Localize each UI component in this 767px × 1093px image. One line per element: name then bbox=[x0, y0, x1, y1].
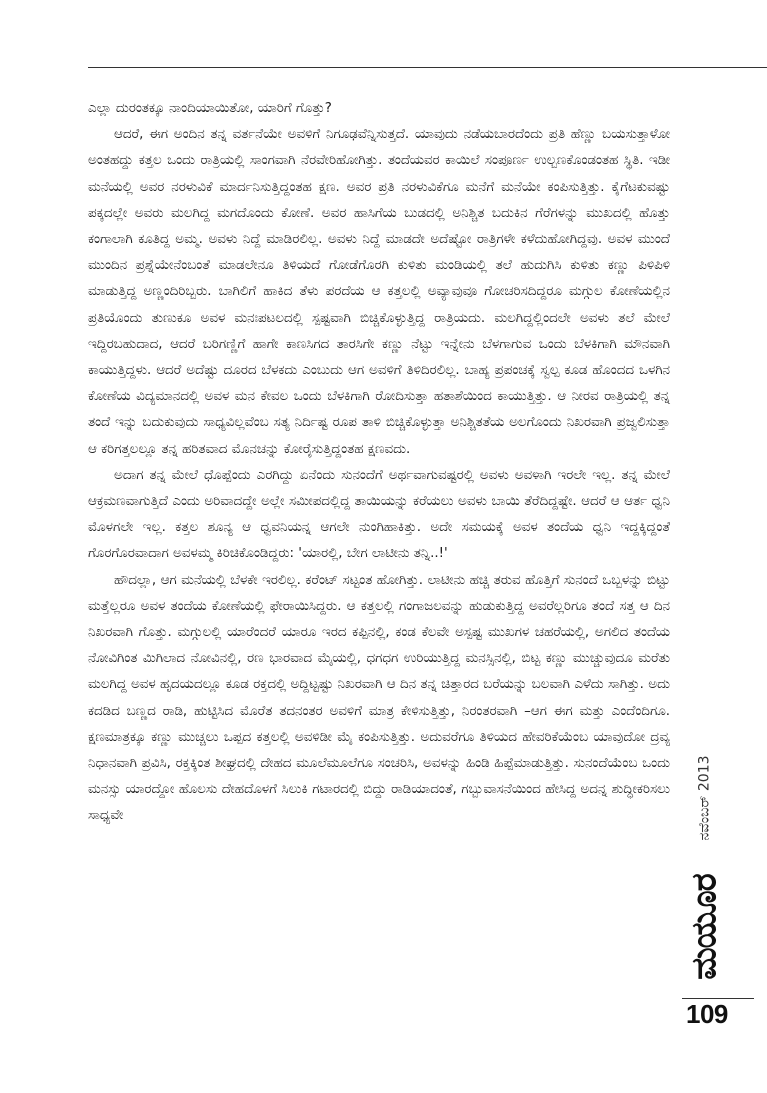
article-paragraph: ಆದರೆ, ಈಗ ಅಂದಿನ ತನ್ನ ವರ್ತನೆಯೇ ಅವಳಿಗೆ ನಿಗೂಢವೆನ್ನಿಸುತ್ತದೆ. ಯಾವುದು ನಡೆಯಬಾರದೆಂದು ಪ್ರತಿ ಹೆಣ್ಣು ಬಯಸುತ್ತಾಳೋ ಅಂತಹದ್ದು ಕತ್ತಲ ಒಂದು ರಾತ್ರಿಯಲ್ಲಿ ಸಾಂಗವಾಗಿ ನೆರವೇರಿಹೋಗಿತ್ತು. ತಂದೆಯವರ ಕಾಯಿಲೆ ಸಂಪೂರ್ಣ ಉಲ್ಬಣಕೊಂಡಂತಹ ಸ್ಥಿತಿ. ಇಡೀ ಮನೆಯಲ್ಲಿ ಅವರ ನರಳುವಿಕೆ ಮಾರ್ದನಿಸುತ್ತಿದ್ದಂತಹ ಕ್ಷಣ. ಅವರ ಪ್ರತಿ ನರಳುವಿಕೆಗೂ ಮನೆಗೆ ಮನೆಯೇ ಕಂಪಿಸುತ್ತಿತ್ತು. ಕೈಗೆಟಕುವಷ್ಟು ಪಕ್ಕದಲ್ಲೇ ಅವರು ಮಲಗಿದ್ದ ಮಗದೊಂದು ಕೋಣೆ. ಅವರ ಹಾಸಿಗೆಯ ಬುಡದಲ್ಲಿ ಅನಿಶ್ಚಿತ ಬದುಕಿನ ಗೆರೆಗಳನ್ನು ಮುಖದಲ್ಲಿ ಹೊತ್ತು ಕಂಗಾಲಾಗಿ ಕೂತಿದ್ದ ಅಮ್ಮ. ಅವಳು ನಿದ್ದೆ ಮಾಡಿರಲಿಲ್ಲ. ಅವಳು ನಿದ್ದೆ ಮಾಡದೇ ಅದೆಷ್ಟೋ ರಾತ್ರಿಗಳೇ ಕಳೆದುಹೋಗಿದ್ದವು. ಅವಳ ಮುಂದೆ ಮುಂದಿನ ಪ್ರಶ್ನೆಯೇನೆಂಬಂತೆ ಮಾಡಲೇನೂ ತಿಳಿಯದೆ ಗೋಡೆಗೊರಗಿ ಕುಳಿತು ಮಂಡಿಯಲ್ಲಿ ತಲೆ ಹುದುಗಿಸಿ ಕುಳಿತು ಕಣ್ಣು ಪಿಳಿಪಿಳಿ ಮಾಡುತ್ತಿದ್ದ ಅಣ್ಣಂದಿರಿಬ್ಬರು. ಬಾಗಿಲಿಗೆ ಹಾಕಿದ ತೆಳು ಪರದೆಯ ಆ ಕತ್ತಲಲ್ಲಿ ಅವ್ಯಾವುವೂ ಗೋಚರಿಸದಿದ್ದರೂ ಮಗ್ಗುಲ ಕೋಣೆಯಲ್ಲಿನ ಪ್ರತಿಯೊಂದು ತುಣುಕೂ ಅವಳ ಮನಃಪಟಲದಲ್ಲಿ ಸ್ಪಷ್ಟವಾಗಿ ಬಿಚ್ಚಿಕೊಳ್ಳುತ್ತಿದ್ದ ರಾತ್ರಿಯದು. ಮಲಗಿದ್ದಲ್ಲಿಂದಲೇ ಅವಳು ತಲೆ ಮೇಲೆ ಇದ್ದಿರಬಹುದಾದ, ಆದರೆ ಬರಿಗಣ್ಣಿಗೆ ಹಾಗೇ ಕಾಣಸಿಗದ ತಾರಸಿಗೇ ಕಣ್ಣು ನೆಟ್ಟು ಇನ್ನೇನು ಬೆಳಗಾಗುವ ಒಂದು ಬೆಳಕಿಗಾಗಿ ಮೌನವಾಗಿ ಕಾಯುತ್ತಿದ್ದಳು. ಆದರೆ ಅದೆಷ್ಟು ದೂರದ ಬೆಳಕದು ಎಂಬುದು ಆಗ ಅವಳಿಗೆ ತಿಳಿದಿರಲಿಲ್ಲ. ಬಾಹ್ಯ ಪ್ರಪಂಚಕ್ಕೆ ಸ್ವಲ್ಪ ಕೂಡ ಹೊಂದದ ಒಳಗಿನ ಕೋಣೆಯ ವಿದ್ಯಮಾನದಲ್ಲಿ ಅವಳ ಮನ ಕೇವಲ ಒಂದು ಬೆಳಕಿಗಾಗಿ ರೋದಿಸುತ್ತಾ ಹತಾಶೆಯಿಂದ ಕಾಯುತ್ತಿತ್ತು. ಆ ನೀರವ ರಾತ್ರಿಯಲ್ಲಿ ತನ್ನ ತಂದೆ ಇನ್ನು ಬದುಕುವುದು ಸಾಧ್ಯವಿಲ್ಲವೆಂಬ ಸತ್ಯ ನಿರ್ದಿಷ್ಟ ರೂಪ ತಾಳಿ ಬಿಚ್ಚಿಕೊಳ್ಳುತ್ತಾ ಅನಿಶ್ಚಿತತೆಯ ಅಲಗೊಂದು ನಿಖರವಾಗಿ ಪ್ರಜ್ವಲಿಸುತ್ತಾ ಆ ಕರಿಗತ್ತಲಲ್ಲೂ ತನ್ನ ಹರಿತವಾದ ಮೊನಚನ್ನು ಕೋರೈಸುತ್ತಿದ್ದಂತಹ ಕ್ಷಣವದು. bbox=[88, 127, 670, 457]
issue-date: ನವೆಂಬರ್ 2013 bbox=[697, 755, 714, 841]
magazine-logo bbox=[685, 860, 725, 994]
article-paragraph: ಎಲ್ಲಾ ದುರಂತಕ್ಕೂ ನಾಂದಿಯಾಯಿತೋ, ಯಾರಿಗೆ ಗೊತ್ತು? bbox=[88, 101, 332, 116]
page-number: 109 bbox=[686, 999, 728, 1029]
article-paragraph: ಅದಾಗ ತನ್ನ ಮೇಲೆ ಧೊಪ್ಪೆಂದು ಎರಗಿದ್ದು ಏನೆಂದು ಸುನಂದೆಗೆ ಅರ್ಥವಾಗುವಷ್ಟರಲ್ಲಿ ಅವಳು ಅವಳಾಗಿ ಇರಲೇ ಇಲ್ಲ. ತನ್ನ ಮೇಲೆ ಆಕ್ರಮಣವಾಗುತ್ತಿದೆ ಎಂದು ಅರಿವಾದದ್ದೇ ಅಲ್ಲೇ ಸಮೀಪದಲ್ಲಿದ್ದ ತಾಯಿಯನ್ನು ಕರೆಯಲು ಅವಳು ಬಾಯಿ ತೆರೆದಿದ್ದಷ್ಟೇ. ಆದರೆ ಆ ಆರ್ತ ಧ್ವನಿ ಮೊಳಗಲೇ ಇಲ್ಲ. ಕತ್ತಲ ಶೂನ್ಯ ಆ ಧ್ವವನಿಯನ್ನ ಆಗಲೇ ನುಂಗಿಹಾಕಿತ್ತು. ಅದೇ ಸಮಯಕ್ಕೆ ಅವಳ ತಂದೆಯ ಧ್ವನಿ ಇದ್ದಕ್ಕಿದ್ದಂತೆ ಗೊರಗೊರವಾದಾಗ ಅವಳಮ್ಮ ಕಿರಿಚಿಕೊಂಡಿದ್ದರು: 'ಯಾರಲ್ಲಿ, ಬೇಗ ಲಾಟೀನು ತನ್ನಿ..!' bbox=[88, 467, 670, 562]
issue-date-container bbox=[688, 742, 722, 854]
article-paragraph: ಹೌದಲ್ಲಾ, ಆಗ ಮನೆಯಲ್ಲಿ ಬೆಳಕೇ ಇರಲಿಲ್ಲ. ಕರೆಂಟ್ ಸಟ್ಟಂತ ಹೋಗಿತ್ತು. ಲಾಟೀನು ಹಚ್ಚಿ ತರುವ ಹೊತ್ತಿಗೆ ಸುನಂದೆ ಒಬ್ಬಳನ್ನು ಬಿಟ್ಟು ಮತ್ತೆಲ್ಲರೂ ಅವಳ ತಂದೆಯ ಕೋಣೆಯಲ್ಲಿ ಫೇರಾಯಿಸಿದ್ದರು. ಆ ಕತ್ತಲಲ್ಲಿ ಗಂಗಾಜಲವನ್ನು ಹುಡುಕುತ್ತಿದ್ದ ಅವರೆಲ್ಲರಿಗೂ ತಂದೆ ಸತ್ತ ಆ ದಿನ ನಿಖರವಾಗಿ ಗೊತ್ತು. ಮಗ್ಗುಲಲ್ಲಿ ಯಾರೆಂದರೆ ಯಾರೂ ಇರದ ಕಪ್ಪಿನಲ್ಲಿ, ಕಂಡ ಕೆಲವೇ ಅಸ್ಪಷ್ಟ ಮುಖಗಳ ಚಹರೆಯಲ್ಲಿ, ಅಗಲಿದ ತಂದೆಯ ನೋವಿಗಿಂತ ಮಿಗಿಲಾದ ನೋವಿನಲ್ಲಿ, ರಣ ಭಾರವಾದ ಮೈಯಲ್ಲಿ, ಧಗಧಗ ಉರಿಯುತ್ತಿದ್ದ ಮನಸ್ಸಿನಲ್ಲಿ, ಬಿಟ್ಟ ಕಣ್ಣು ಮುಚ್ಚುವುದೂ ಮರೆತು ಮಲಗಿದ್ದ ಅವಳ ಹೃದಯದಲ್ಲೂ ಕೂಡ ರಕ್ತದಲ್ಲಿ ಅದ್ದಿಟ್ಟಷ್ಟು ನಿಖರವಾಗಿ ಆ ದಿನ ತನ್ನ ಚಿತ್ತಾರದ ಬರೆಯನ್ನು ಬಲವಾಗಿ ಎಳೆದು ಸಾಗಿತ್ತು. ಅದು ಕದಡಿದ ಬಣ್ಣದ ರಾಡಿ, ಹುಟ್ಟಿಸಿದ ಮೊರೆತ ತದನಂತರ ಅವಳಿಗೆ ಮಾತ್ರ ಕೇಳಿಸುತ್ತಿತ್ತು, ನಿರಂತರವಾಗಿ –ಆಗ ಈಗ ಮತ್ತು ಎಂದೆಂದಿಗೂ. ಕ್ಷಣಮಾತ್ರಕ್ಕೂ ಕಣ್ಣು ಮುಚ್ಚಲು ಒಪ್ಪದ ಕತ್ತಲಲ್ಲಿ ಅವಳಿಡೀ ಮೈ ಕಂಪಿಸುತ್ತಿತ್ತು. ಅದುವರೆಗೂ ತಿಳಿಯದ ಹೇವರಿಕೆಯೆಂಬ ಯಾವುದೋ ದ್ರವ್ಯ ನಿಧಾನವಾಗಿ ಪ್ರವಿಸಿ, ರಕ್ತಕ್ಕಿಂತ ಶೀಘ್ರದಲ್ಲಿ ದೇಹದ ಮೂಲೆಮೂಲೆಗೂ ಸಂಚರಿಸಿ, ಅವಳನ್ನು ಹಿಂಡಿ ಹಿಪ್ಪೆಮಾಡುತ್ತಿತ್ತು. ಸುನಂದೆಯೆಂಬ ಒಂದು ಮನಸ್ಸು ಯಾರದ್ದೋ ಹೊಲಸು ದೇಹದೊಳಗೆ ಸಿಲುಕಿ ಗಟಾರದಲ್ಲಿ ಬಿದ್ದು ರಾಡಿಯಾದಂತೆ, ಗಬ್ಬುವಾಸನೆಯಿಂದ ಹೇಸಿದ್ದ ಅದನ್ನ ಶುದ್ಧೀಕರಿಸಲು ಸಾಧ್ಯವೇ bbox=[88, 572, 670, 824]
magazine-logo-text: ಮಯೂರ bbox=[685, 874, 725, 980]
magazine-side-label bbox=[685, 742, 725, 998]
header-rule bbox=[88, 67, 767, 68]
article-body bbox=[88, 96, 670, 830]
